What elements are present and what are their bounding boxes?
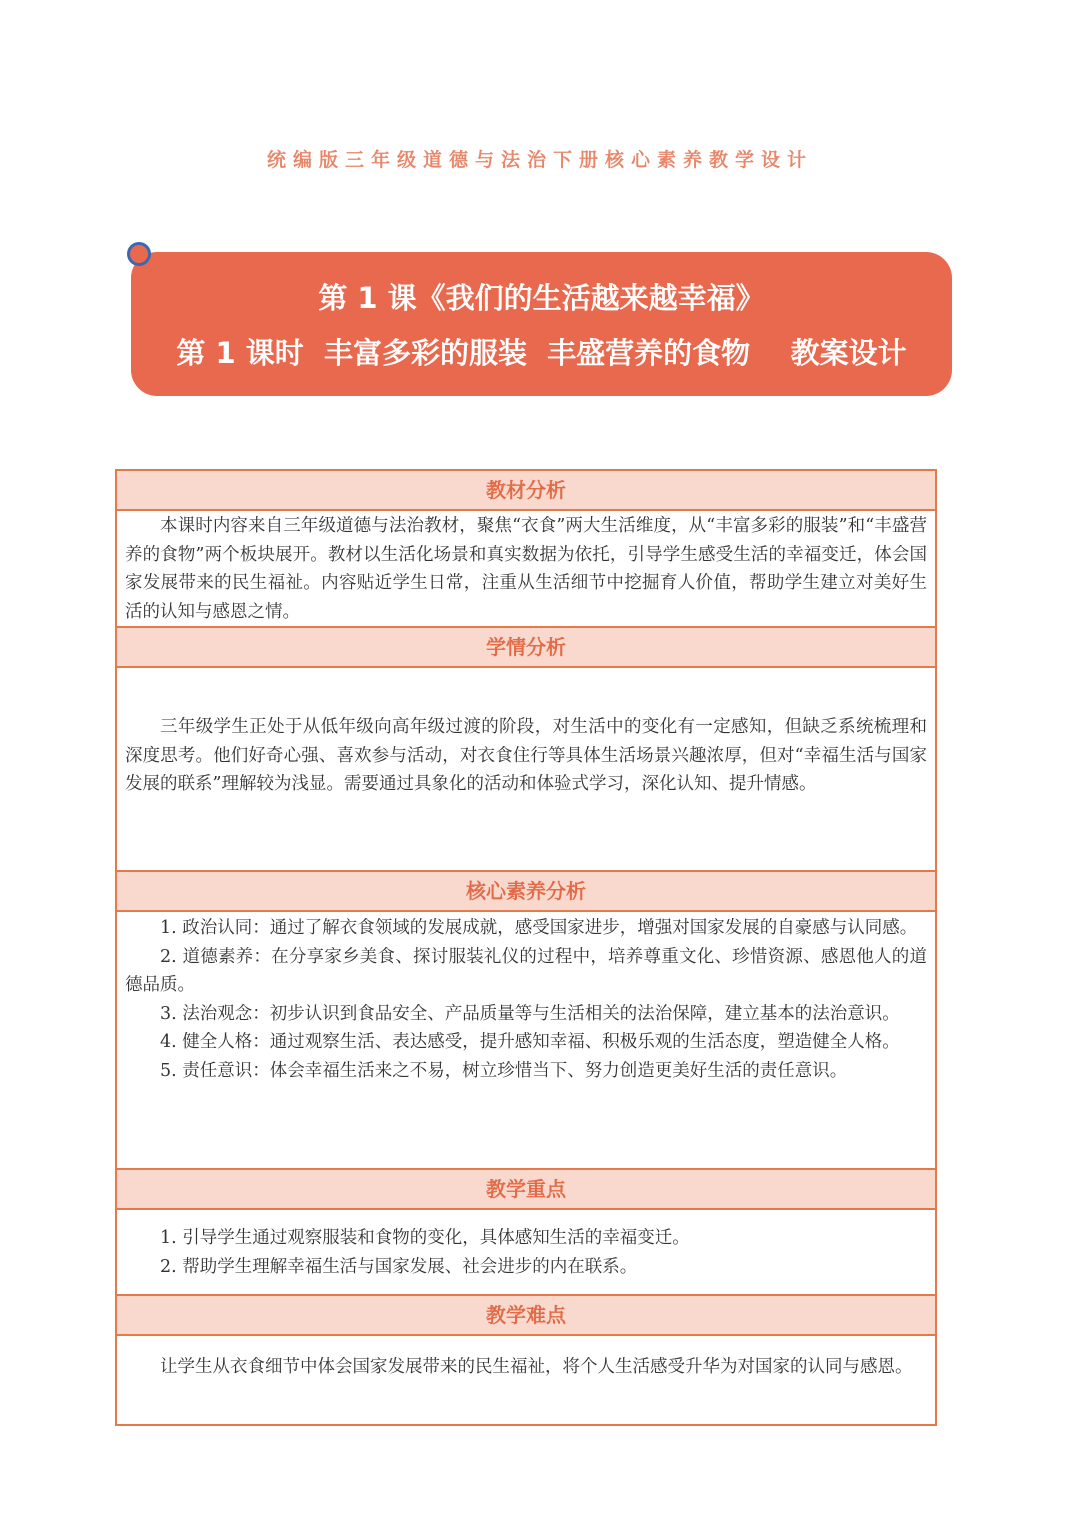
paragraph: 本课时内容来自三年级道德与法治教材，聚焦“衣食”两大生活维度，从“丰富多彩的服装”和“丰盛营养的食物”两个板块展开。教材以生活化场景和真实数据为依托，引导学生感受生活的幸福变迁，体会国家发展带来的民生福祉。内容贴近学生日常，注重从生活细节中挖掘育人价值，帮助学生建立对美好生活的认知与感恩之情。 (125, 516, 927, 622)
section-body-textbook-analysis (117, 511, 935, 628)
section-body-core-competency (117, 912, 935, 1170)
document-header: 统编版三年级道德与法治下册核心素养教学设计 (266, 149, 813, 171)
section-body-difficulties (117, 1336, 935, 1424)
list-item: 2. 帮助学生理解幸福生活与国家发展、社会进步的内在联系。 (160, 1256, 638, 1277)
list-item: 1. 引导学生通过观察服装和食物的变化，具体感知生活的幸福变迁。 (160, 1228, 690, 1248)
section-heading-textbook-analysis: 教材分析 (117, 471, 935, 511)
lesson-title-banner (131, 252, 952, 396)
list-item: 4. 健全人格：通过观察生活、表达感受，提升感知幸福、积极乐观的生活态度，塑造健全人格。 (160, 1032, 900, 1052)
section-heading-core-competency: 核心素养分析 (117, 872, 935, 912)
banner-decoration-dot (127, 242, 151, 266)
paragraph: 三年级学生正处于从低年级向高年级过渡的阶段，对生活中的变化有一定感知，但缺乏系统梳理和深度思考。他们好奇心强、喜欢参与活动，对衣食住行等具体生活场景兴趣浓厚，但对“幸福生活与国家发展的联系”理解较为浅显。需要通过具象化的活动和体验式学习，深化认知、提升情感。 (125, 717, 927, 794)
list-item: 2. 道德素养：在分享家乡美食、探讨服装礼仪的过程中，培养尊重文化、珍惜资源、感恩他人的道德品质。 (125, 946, 927, 995)
lesson-plan-table (115, 469, 937, 1426)
section-heading-key-points: 教学重点 (117, 1170, 935, 1210)
section-body-student-analysis (117, 668, 935, 872)
section-body-key-points (117, 1210, 935, 1296)
section-heading-student-analysis: 学情分析 (117, 628, 935, 668)
paragraph: 让学生从衣食细节中体会国家发展带来的民生福祉，将个人生活感受升华为对国家的认同与感恩。 (160, 1357, 913, 1377)
lesson-subtitle: 第 1 课时 丰富多彩的服装 丰盛营养的食物 教案设计 (176, 336, 907, 370)
lesson-title: 第 1 课《我们的生活越来越幸福》 (318, 281, 765, 315)
list-item: 1. 政治认同：通过了解衣食领域的发展成就，感受国家进步，增强对国家发展的自豪感与认同感。 (160, 918, 918, 938)
list-item: 3. 法治观念：初步认识到食品安全、产品质量等与生活相关的法治保障，建立基本的法治意识。 (160, 1003, 900, 1024)
list-item: 5. 责任意识：体会幸福生活来之不易，树立珍惜当下、努力创造更美好生活的责任意识。 (160, 1060, 848, 1081)
section-heading-difficulties: 教学难点 (117, 1296, 935, 1336)
